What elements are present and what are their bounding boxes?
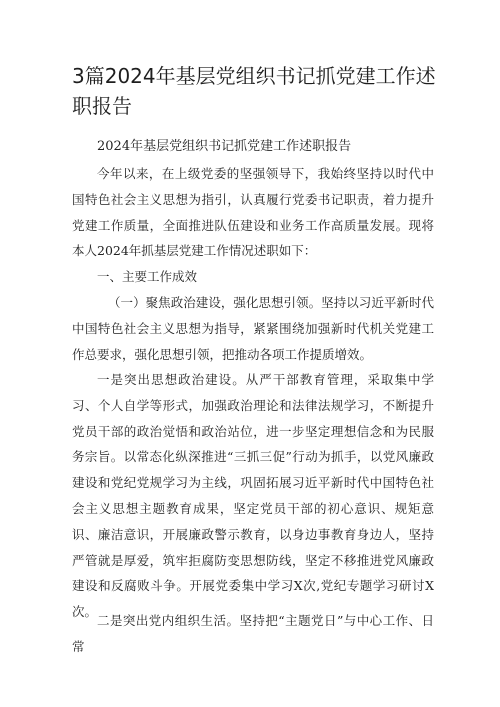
point-1-paragraph: 一是突出思想政治建设。从严干部教育管理，采取集中学习、个人自学等形式，加强政治理论和法律法规学习，不断提升党员干部的政治觉悟和政治站位，进一步坚定理想信念和为民服务宗旨。以常态化纵深推进“三抓三促”行动为抓手，以党风廉政建设和党纪党规学习为主线，巩固拓展习近平新时代中国特色社会主义思想主题教育成果，坚定党员干部的初心意识、规矩意识、廉洁意识，开展廉政警示教育，以身边事教育身边人，坚持严管就是厚爱，筑牢拒腐防变思想防线，坚定不移推进党风廉政建设和反腐败斗争。开展党委集中学习X次,党纪专题学习研讨X次。 [72, 372, 434, 620]
item-1-paragraph: （一）聚焦政治建设，强化思想引领。坚持以习近平新时代中国特色社会主义思想为指导，紧紧围绕加强新时代机关党建工作总要求，强化思想引领，把推动各项工作提质增效。 [72, 295, 434, 362]
intro-paragraph: 今年以来，在上级党委的坚强领导下，我始终坚持以时代中国特色社会主义思想为指引，认真履行党委书记职责，着力提升党建工作质量，全面推进队伍建设和业务工作高质量发展。现将本人2024年抓基层党建工作情况述职如下： [72, 166, 434, 259]
point-2-paragraph: 二是突出党内组织生活。坚持把“主题党日”与中心工作、日常 [72, 613, 434, 654]
document-title: 3篇2024年基层党组织书记抓党建工作述职报告 [72, 64, 436, 118]
report-subtitle: 2024年基层党组织书记抓党建工作述职报告 [97, 139, 352, 154]
section-heading: 一、主要工作成效 [97, 269, 198, 284]
